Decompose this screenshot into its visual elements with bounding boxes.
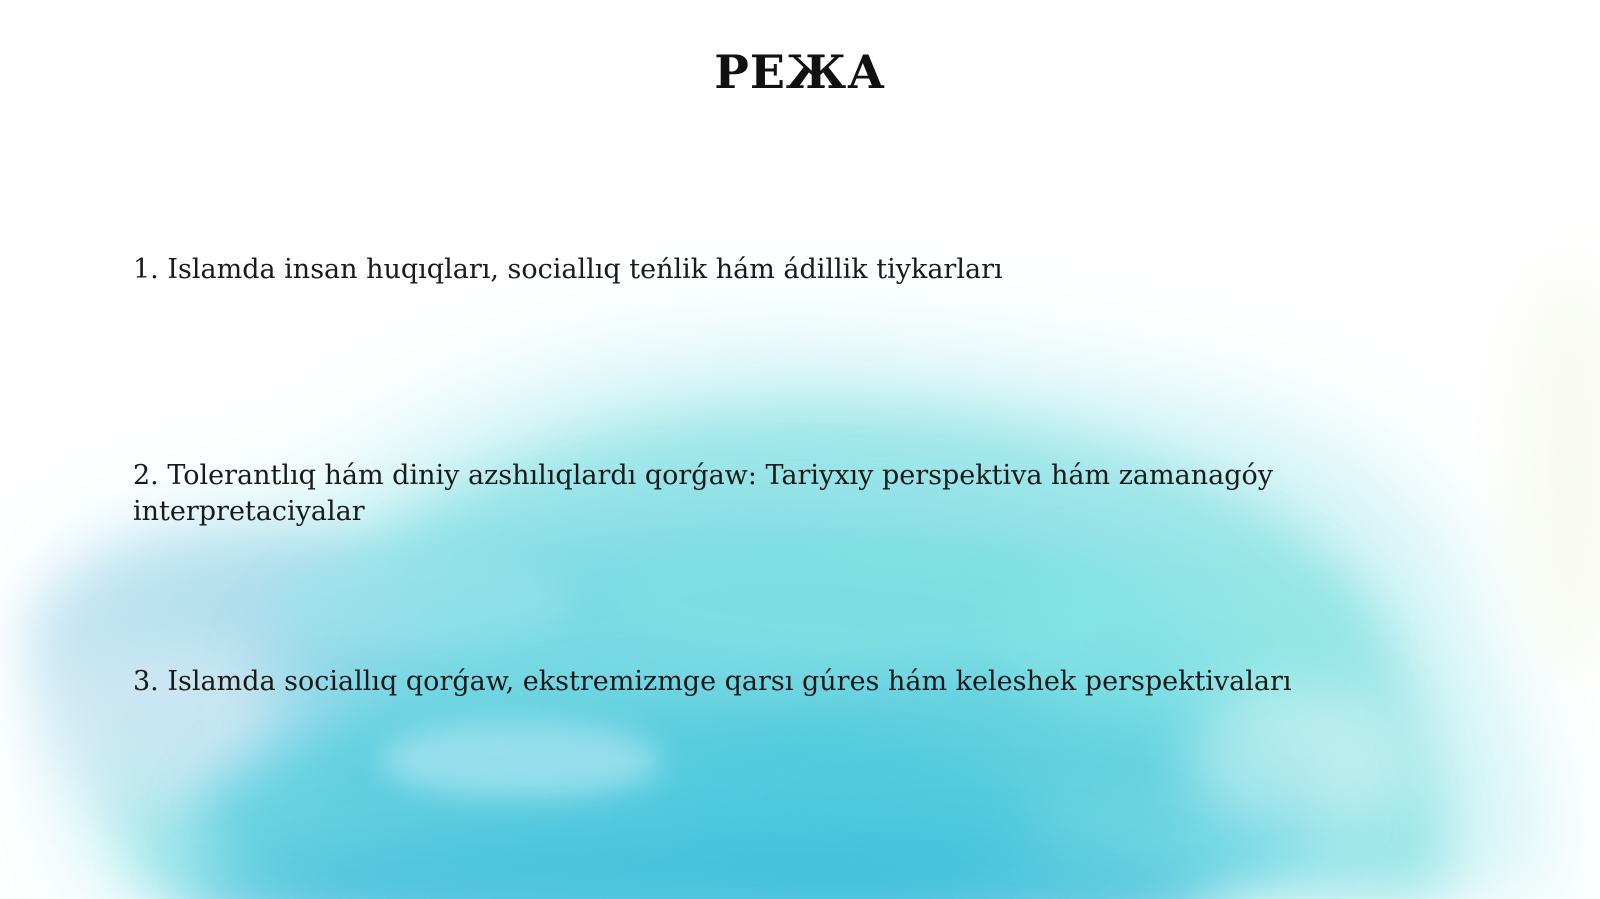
plan-item-3: 3. Islamda sociallıq qorǵaw, ekstremizmge qarsı gúres hám keleshek perspektivaları <box>133 666 1292 697</box>
slide-title: РЕЖА <box>714 45 886 99</box>
plan-item-2: 2. Tolerantlıq hám diniy azshılıqlardı qorǵaw: Tariyxıy perspektiva hám zamanagóy interpretaciyalar <box>133 460 1274 527</box>
plan-item-1: 1. Islamda insan huqıqları, sociallıq teńlik hám ádillik tiykarları <box>133 254 1003 285</box>
